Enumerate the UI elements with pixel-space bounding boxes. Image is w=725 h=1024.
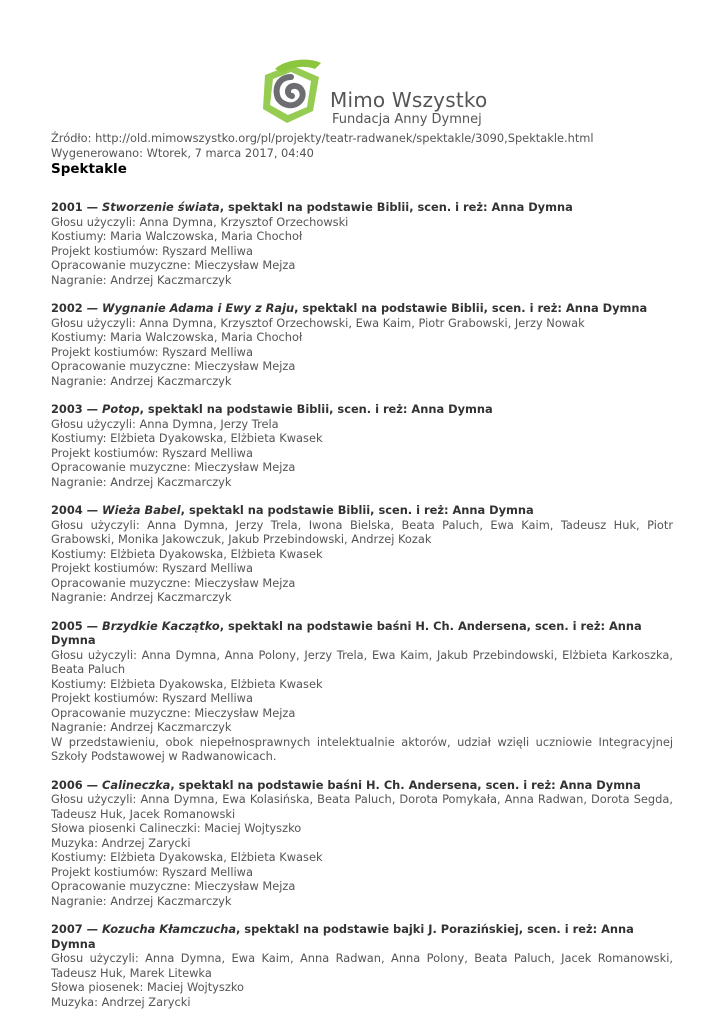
performance-credit-line: Głosu użyczyli: Anna Dymna, Ewa Kaim, Anna Radwan, Anna Polony, Beata Paluch, Jacek Romanowski, Tadeusz Huk, Marek Litewka [51,951,673,980]
performance-credit-line: Muzyka: Andrzej Zarycki [51,994,191,1009]
performance-credit-line: Opracowanie muzyczne: Mieczysław Mejza [51,879,296,893]
performance-year: 2007 — [51,922,103,936]
performance-credit-line: Opracowanie muzyczne: Mieczysław Mejza [51,460,296,474]
performance-credit-line: Nagranie: Andrzej Kaczmarczyk [51,720,232,734]
performance-credit-line: Nagranie: Andrzej Kaczmarczyk [51,893,232,908]
performance-heading [51,200,673,215]
performance-credit-line: Głosu użyczyli: Anna Dymna, Krzysztof Orzechowski [51,214,349,229]
performance-credit-line: Nagranie: Andrzej Kaczmarczyk [51,373,232,388]
performance-credit-line: Głosu użyczyli: Anna Dymna, Jerzy Trela, Iwona Bielska, Beata Paluch, Ewa Kaim, Tadeusz Huk, Piotr Grabowski, Monika Jakowczuk, Jakub Przebindowski, Andrzej Kozak [51,517,673,546]
document-meta [51,131,594,161]
performance-description: , spektakl na podstawie baśni H. Ch. Andersena, scen. i reż: Anna Dymna [51,618,642,647]
performance-heading [51,301,673,316]
header [0,0,725,130]
performance-heading [51,619,673,648]
performance-item [51,619,673,764]
performance-credit-line: Słowa piosenki Calineczki: Maciej Wojtyszko [51,821,302,835]
performance-item [51,402,673,489]
performance-year: 2002 — [51,301,103,315]
generated-date: Wygenerowano: Wtorek, 7 marca 2017, 04:40 [51,146,314,160]
performance-description: , spektakl na podstawie Biblii, scen. i reż: Anna Dymna [219,200,573,214]
performance-item [51,778,673,909]
performance-credit-line: Opracowanie muzyczne: Mieczysław Mejza [51,705,296,720]
performance-credit-line: W przedstawieniu, obok niepełnosprawnych intelektualnie aktorów, udział wzięli uczniowie Integracyjnej Szkoły Podstawowej w Radwanowicach. [51,734,673,763]
foundation-logo-icon [255,55,327,127]
performance-credit-line: Projekt kostiumów: Ryszard Melliwa [51,691,253,705]
performance-credit-line: Kostiumy: Maria Walczowska, Maria Chochoł [51,330,303,344]
performance-description: , spektakl na podstawie Biblii, scen. i reż: Anna Dymna [294,301,648,315]
performance-heading [51,922,673,951]
page-title: Spektakle [51,161,127,177]
source-url: Źródło: http://old.mimowszystko.org/pl/projekty/teatr-radwanek/spektakle/3090,Spektakle.html [51,131,594,145]
performance-heading [51,402,673,417]
performance-credit-line: Projekt kostiumów: Ryszard Melliwa [51,864,253,879]
performance-work-title: Wygnanie Adama i Ewy z Raju [102,301,295,315]
performance-credit-line: Kostiumy: Elżbieta Dyakowska, Elżbieta Kwasek [51,676,323,691]
performance-credit-line: Głosu użyczyli: Anna Dymna, Ewa Kolasińska, Beata Paluch, Dorota Pomykała, Anna Radwan, Dorota Segda, Tadeusz Huk, Jacek Romanowski [51,792,673,821]
performance-credit-line: Projekt kostiumów: Ryszard Melliwa [51,445,253,460]
performances-list [51,200,673,1023]
performance-credit-line: Opracowanie muzyczne: Mieczysław Mejza [51,359,296,373]
performance-credit-line: Projekt kostiumów: Ryszard Melliwa [51,344,253,359]
performance-heading [51,778,673,793]
performance-credit-line: Opracowanie muzyczne: Mieczysław Mejza [51,258,296,272]
performance-item [51,301,673,388]
performance-credit-line: Muzyka: Andrzej Zarycki [51,835,191,850]
performance-year: 2005 — [51,618,103,633]
performance-description: , spektakl na podstawie Biblii, scen. i reż: Anna Dymna [180,503,534,517]
performance-item [51,200,673,287]
performance-credit-line: Nagranie: Andrzej Kaczmarczyk [51,474,232,489]
performance-work-title: Kozucha Kłamczucha [102,922,237,936]
logo-subtitle: Fundacja Anny Dymnej [332,112,482,127]
performance-description: , spektakl na podstawie baśni H. Ch. Andersena, scen. i reż: Anna Dymna [170,777,641,792]
performance-item [51,503,673,605]
performance-description: , spektakl na podstawie bajki J. Porazińskiej, scen. i reż: Anna Dymna [51,922,634,951]
performance-work-title: Calineczka [102,777,171,792]
performance-credit-line: Nagranie: Andrzej Kaczmarczyk [51,590,232,604]
performance-year: 2003 — [51,402,103,416]
performance-credit-line: Kostiumy: Elżbieta Dyakowska, Elżbieta Kwasek [51,850,323,864]
performance-credit-line: Głosu użyczyli: Anna Dymna, Krzysztof Orzechowski, Ewa Kaim, Piotr Grabowski, Jerzy Nowak [51,315,585,330]
logo-title: Mimo Wszystko [330,88,488,112]
performance-credit-line: Głosu użyczyli: Anna Dymna, Anna Polony, Jerzy Trela, Ewa Kaim, Jakub Przebindowski, Elżbieta Karkoszka, Beata Paluch [51,647,673,676]
performance-credit-line: Kostiumy: Elżbieta Dyakowska, Elżbieta Kwasek [51,431,323,445]
performance-year: 2006 — [51,777,103,792]
performance-credit-line: Projekt kostiumów: Ryszard Melliwa [51,243,253,258]
performance-item [51,922,673,1009]
performance-credit-line: Słowa piosenek: Maciej Wojtyszko [51,980,244,994]
performance-work-title: Potop [102,402,140,416]
performance-credit-line: Kostiumy: Elżbieta Dyakowska, Elżbieta Kwasek [51,546,323,561]
performance-year: 2004 — [51,503,103,517]
performance-year: 2001 — [51,200,103,214]
performance-description: , spektakl na podstawie Biblii, scen. i reż: Anna Dymna [139,402,493,416]
performance-credit-line: Nagranie: Andrzej Kaczmarczyk [51,272,232,287]
performance-credit-line: Kostiumy: Maria Walczowska, Maria Chochoł [51,229,303,243]
performance-work-title: Wieża Babel [102,503,181,517]
performance-work-title: Brzydkie Kaczątko [102,618,220,633]
performance-work-title: Stworzenie świata [102,200,220,214]
performance-heading [51,503,673,518]
performance-credit-line: Głosu użyczyli: Anna Dymna, Jerzy Trela [51,416,279,431]
performance-credit-line: Projekt kostiumów: Ryszard Melliwa [51,561,253,575]
performance-credit-line: Opracowanie muzyczne: Mieczysław Mejza [51,575,296,590]
